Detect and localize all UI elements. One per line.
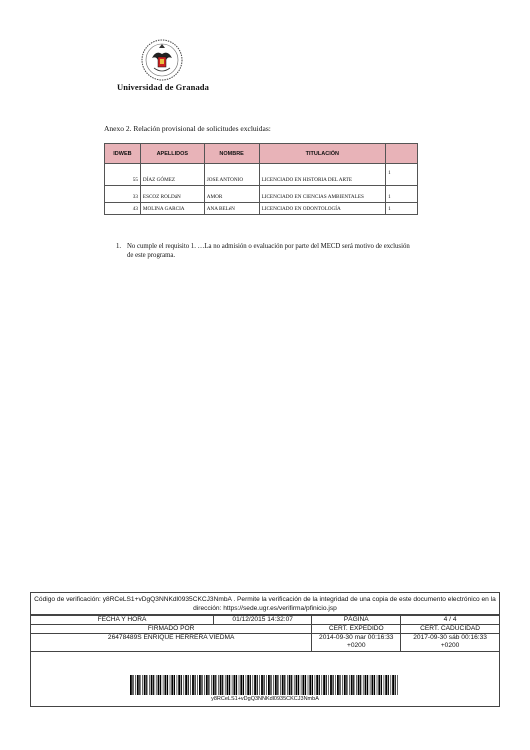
table-row <box>105 186 418 203</box>
exclusion-note <box>116 242 416 260</box>
col-header-idweb: IDWEB <box>105 144 141 164</box>
barcode-icon <box>130 675 400 695</box>
barcode-text: y8RCeLS1+vDgQ3NNKdl0935CKCJ3NmbA <box>211 696 319 702</box>
cell-idweb: 55 <box>105 164 141 186</box>
cell-titulacion: LICENCIADO EN ODONTOLOGÍA <box>259 203 386 215</box>
firmante: 26478489S ENRIQUE HERRERA VIEDMA <box>31 634 312 652</box>
university-name: Universidad de Granada <box>117 82 209 92</box>
pagina-label: PÁGINA <box>312 616 401 625</box>
note-number: 1. <box>116 243 122 250</box>
table-row <box>105 164 418 186</box>
col-header-apellidos: APELLIDOS <box>140 144 204 164</box>
cell-motivo: 1 <box>386 164 418 186</box>
firmado-label: FIRMADO POR <box>31 625 312 634</box>
excluded-applications-table <box>104 143 418 215</box>
cell-nombre: JOSE ANTONIO <box>204 164 259 186</box>
col-header-motivo <box>386 144 418 164</box>
university-crest-icon <box>138 38 186 82</box>
col-header-titulacion: TITULACIÓN <box>259 144 386 164</box>
expedido-value: 2014-09-30 mar 00:16:33 +0200 <box>312 634 401 652</box>
cell-idweb: 33 <box>105 186 141 203</box>
cell-motivo: 1 <box>386 203 418 215</box>
table-header-row <box>105 144 418 164</box>
cell-titulacion: LICENCIADO EN HISTORIA DEL ARTE <box>259 164 386 186</box>
table-row <box>105 203 418 215</box>
cell-apellidos: MOLINA GARCIA <box>140 203 204 215</box>
cell-nombre: ANA BELéN <box>204 203 259 215</box>
expedido-label: CERT. EXPEDIDO <box>312 625 401 634</box>
annex-title: Anexo 2. Relación provisional de solicitudes excluidas: <box>104 124 271 133</box>
verification-box <box>30 592 500 707</box>
barcode-area <box>31 675 499 702</box>
col-header-nombre: NOMBRE <box>204 144 259 164</box>
cell-idweb: 43 <box>105 203 141 215</box>
pagina-value: 4 / 4 <box>401 616 499 625</box>
verification-code: Código de verificación: y8RCeLS1+vDgQ3NNKdl0935CKCJ3NmbA . Permite la verificación de la integridad de una copia de este documento electrónico en la dirección: https://sede.ugr.es/verifirma/pfinicio.jsp <box>31 593 499 615</box>
signature-table <box>31 615 499 652</box>
cell-apellidos: DÍAZ GÓMEZ <box>140 164 204 186</box>
cell-titulacion: LICENCIADO EN CIENCIAS AMBIENTALES <box>259 186 386 203</box>
cell-apellidos: ESCOZ ROLDáN <box>140 186 204 203</box>
fecha-label: FECHA Y HORA <box>31 616 214 625</box>
caducidad-label: CERT. CADUCIDAD <box>401 625 499 634</box>
cell-nombre: AMOR <box>204 186 259 203</box>
caducidad-value: 2017-09-30 sáb 00:16:33 +0200 <box>401 634 499 652</box>
note-text: No cumple el requisito 1. …La no admisión o evaluación por parte del MECD será motivo de exclusión de este programa. <box>127 243 410 260</box>
cell-motivo: 1 <box>386 186 418 203</box>
university-logo <box>108 38 218 94</box>
fecha-value: 01/12/2015 14:32:07 <box>214 616 312 625</box>
